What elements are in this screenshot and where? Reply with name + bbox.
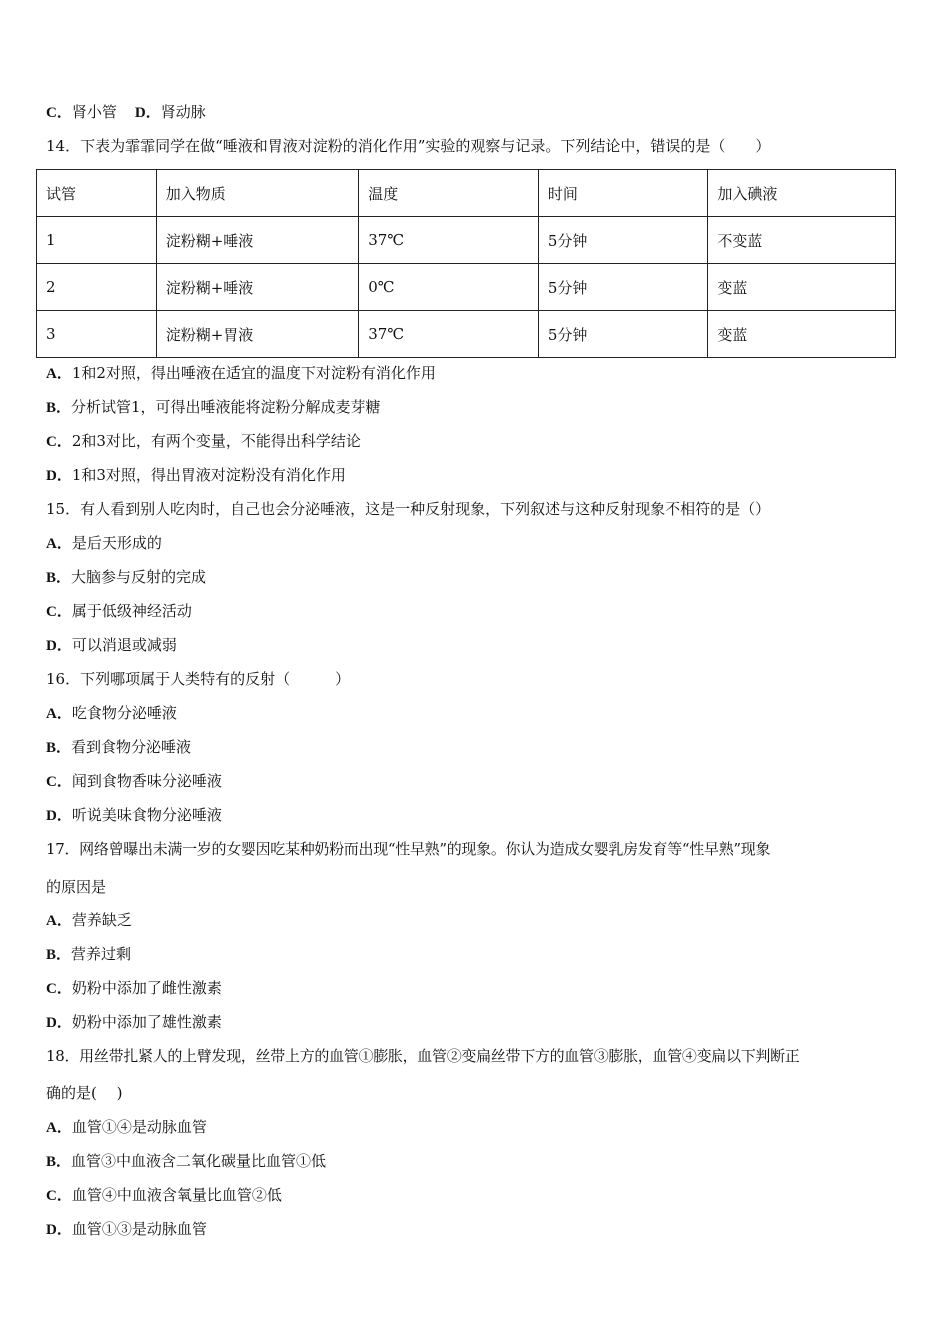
table-cell: 1 [37,217,157,264]
q17-stem-line1: 17．网络曾曝出未满一岁的女婴因吃某种奶粉而出现“性早熟”的现象。你认为造成女婴乳房发育等“性早熟”现象 [46,840,771,858]
option-text: 大脑参与反射的完成 [71,568,207,586]
option-letter: B． [46,570,72,586]
option-letter: C． [46,774,72,790]
option-text: 血管①④是动脉血管 [71,1118,207,1136]
table-cell: 37℃ [359,217,539,264]
q13-option-d-letter: D． [134,105,161,121]
q18-option-a [46,1117,207,1138]
option-text: 是后天形成的 [71,534,162,552]
table-header-cell: 加入碘液 [708,170,896,217]
option-text: 听说美味食物分泌唾液 [71,806,222,824]
option-letter: B． [46,1154,72,1170]
table-row [37,217,896,264]
q18-stem-line1: 18．用丝带扎紧人的上臂发现，丝带上方的血管①膨胀，血管②变扁丝带下方的血管③膨胀，血管④变扁以下判断正 [46,1047,800,1065]
q17-option-b [46,944,131,965]
option-letter: D． [46,1015,72,1031]
table-cell: 淀粉糊+胃液 [156,311,359,358]
q14-stem: 14．下表为霏霏同学在做“唾液和胃液对淀粉的消化作用”实验的观察与记录。下列结论中，错误的是（ ） [46,137,771,155]
option-letter: A． [46,536,72,552]
option-letter: D． [46,468,72,484]
table-cell: 不变蓝 [708,217,896,264]
option-letter: A． [46,1120,72,1136]
option-text: 营养缺乏 [71,911,132,929]
q16-option-d [46,805,222,826]
experiment-table [36,169,896,358]
table-cell: 5分钟 [538,311,708,358]
table-row [37,264,896,311]
option-letter: A． [46,366,72,382]
option-letter: A． [46,706,72,722]
option-text: 2和3对比，有两个变量，不能得出科学结论 [71,432,361,450]
q15-option-b [46,567,206,588]
q16-stem: 16．下列哪项属于人类特有的反射（ ） [46,670,351,688]
option-text: 吃食物分泌唾液 [71,704,177,722]
q18-stem-line2: 确的是( ) [46,1084,123,1102]
q17-option-c [46,978,222,999]
option-letter: B． [46,400,72,416]
q14-option-b [46,397,381,418]
q15-option-d [46,635,177,656]
table-cell: 5分钟 [538,264,708,311]
option-text: 1和2对照，得出唾液在适宜的温度下对淀粉有消化作用 [71,364,436,382]
option-text: 看到食物分泌唾液 [71,738,192,756]
q15-stem: 15．有人看到别人吃肉时，自己也会分泌唾液，这是一种反射现象，下列叙述与这种反射现象不相符的是（） [46,500,771,518]
option-letter: C． [46,604,72,620]
table-header-row [37,170,896,217]
option-text: 血管③中血液含二氧化碳量比血管①低 [71,1152,327,1170]
option-text: 闻到食物香味分泌唾液 [71,772,222,790]
table-header-cell: 温度 [359,170,539,217]
q15-option-c [46,601,192,622]
table-header-cell: 试管 [37,170,157,217]
q16-option-b [46,737,191,758]
table-header-cell: 时间 [538,170,708,217]
table-cell: 2 [37,264,157,311]
option-letter: D． [46,808,72,824]
q13-option-c-letter: C． [46,105,72,121]
option-letter: D． [46,638,72,654]
table-cell: 3 [37,311,157,358]
option-text: 血管①③是动脉血管 [71,1220,207,1238]
option-letter: A． [46,913,72,929]
option-letter: C． [46,981,72,997]
q17-stem-line2: 的原因是 [46,878,107,896]
option-letter: B． [46,947,72,963]
q13-options-line [46,102,206,123]
q13-option-d-text: 肾动脉 [160,103,206,121]
table-cell: 37℃ [359,311,539,358]
table-cell: 5分钟 [538,217,708,264]
option-letter: C． [46,1188,72,1204]
q15-option-a [46,533,162,554]
table-cell: 0℃ [359,264,539,311]
q14-option-c [46,431,361,452]
option-text: 1和3对照，得出胃液对淀粉没有消化作用 [71,466,346,484]
option-letter: C． [46,434,72,450]
option-text: 奶粉中添加了雄性激素 [71,1013,222,1031]
option-text: 属于低级神经活动 [71,602,192,620]
q13-option-c-text: 肾小管 [71,103,117,121]
q14-option-d [46,465,346,486]
option-text: 分析试管1，可得出唾液能将淀粉分解成麦芽糖 [71,398,381,416]
table-row [37,311,896,358]
table-cell: 淀粉糊+唾液 [156,264,359,311]
table-cell: 淀粉糊+唾液 [156,217,359,264]
option-text: 血管④中血液含氧量比血管②低 [71,1186,282,1204]
option-letter: D． [46,1222,72,1238]
option-letter: B． [46,740,72,756]
table-cell: 变蓝 [708,311,896,358]
option-text: 奶粉中添加了雌性激素 [71,979,222,997]
q14-option-a [46,363,436,384]
q17-option-a [46,910,132,931]
table-header-cell: 加入物质 [156,170,359,217]
q18-option-d [46,1219,207,1240]
q18-option-c [46,1185,282,1206]
option-text: 可以消退或减弱 [71,636,177,654]
q18-option-b [46,1151,326,1172]
table-cell: 变蓝 [708,264,896,311]
q17-option-d [46,1012,222,1033]
option-text: 营养过剩 [71,945,132,963]
q16-option-a [46,703,177,724]
q16-option-c [46,771,222,792]
